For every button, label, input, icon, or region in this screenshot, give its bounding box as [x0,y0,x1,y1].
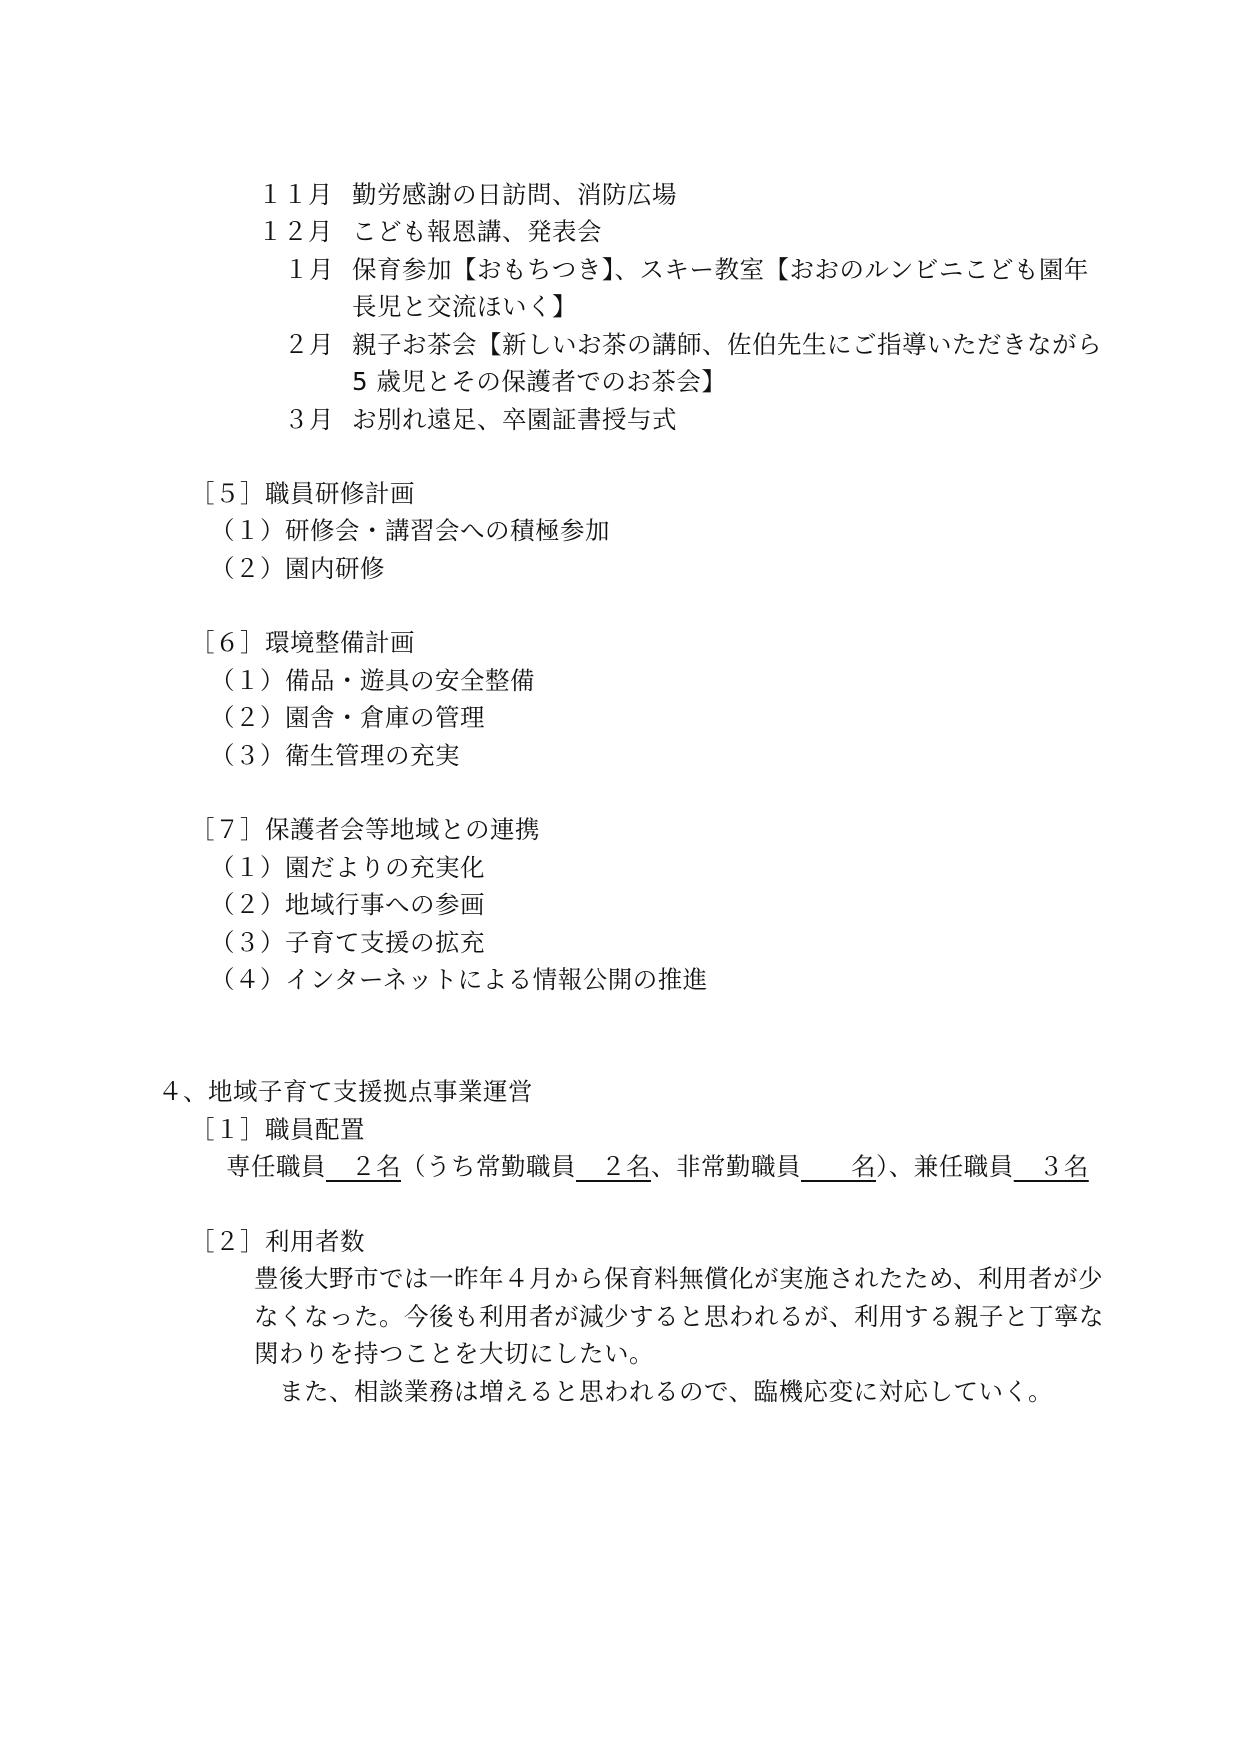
parttime-value: 名 [801,1152,876,1181]
section-heading: ［６］環境整備計画 [190,628,415,657]
section-item: （３）衛生管理の充実 [210,741,460,770]
schedule-text: こども報恩講、発表会 [352,217,602,246]
paragraph-line: また、相談業務は増えると思われるので、臨機応変に対応していく。 [254,1377,1054,1406]
schedule-text: 勤労感謝の日訪問、消防広場 [352,180,677,209]
part-title: ４、地域子育て支援拠点事業運営 [158,1077,533,1106]
section-item: （１）研修会・講習会への積極参加 [210,516,610,545]
section-heading: ［５］職員研修計画 [190,479,415,508]
section-item: （２）園舎・倉庫の管理 [210,703,485,732]
schedule-text: 保育参加【おもちつき】、スキー教室【おおのルンビニこども園年 [352,255,1089,284]
concurrent-label: ）、兼任職員 [876,1152,1014,1181]
paragraph-line: 豊後大野市では一昨年４月から保育料無償化が実施されたため、利用者が少 [254,1264,1104,1293]
fulltime-value: ２名 [326,1152,401,1181]
schedule-month: ３月 [284,405,334,434]
paragraph-line: なくなった。今後も利用者が減少すると思われるが、利用する親子と丁寧な [254,1302,1104,1331]
section-item: （２）地域行事への参画 [210,890,485,919]
schedule-text-continued: 5 歳児とその保護者でのお茶会】 [352,367,727,396]
section-heading: ［７］保護者会等地域との連携 [190,815,540,844]
schedule-month: １１月 [258,180,333,209]
section-heading: ［１］職員配置 [190,1115,365,1144]
schedule-month: １月 [284,255,334,284]
schedule-month: １２月 [258,217,333,246]
schedule-text-continued: 長児と交流ほいく】 [352,292,577,321]
staff-line [226,1150,1089,1184]
schedule-month: ２月 [284,330,334,359]
fulltime-label: 専任職員 [226,1152,326,1181]
concurrent-value: ３名 [1013,1152,1089,1181]
section-item: （３）子育て支援の拡充 [210,928,485,957]
section-item: （１）園だよりの充実化 [210,853,485,882]
section-item: （１）備品・遊具の安全整備 [210,666,535,695]
paragraph-line: 関わりを持つことを大切にしたい。 [254,1339,654,1368]
parttime-label: 、非常勤職員 [651,1152,801,1181]
schedule-text: お別れ遠足、卒園証書授与式 [352,405,677,434]
regular-label: （うち常勤職員 [401,1152,576,1181]
regular-value: ２名 [576,1152,651,1181]
section-item: （２）園内研修 [210,554,385,583]
section-item: （４）インターネットによる情報公開の推進 [210,965,708,994]
section-heading: ［２］利用者数 [190,1227,365,1256]
schedule-text: 親子お茶会【新しいお茶の講師、佐伯先生にご指導いただきながら [352,330,1102,359]
